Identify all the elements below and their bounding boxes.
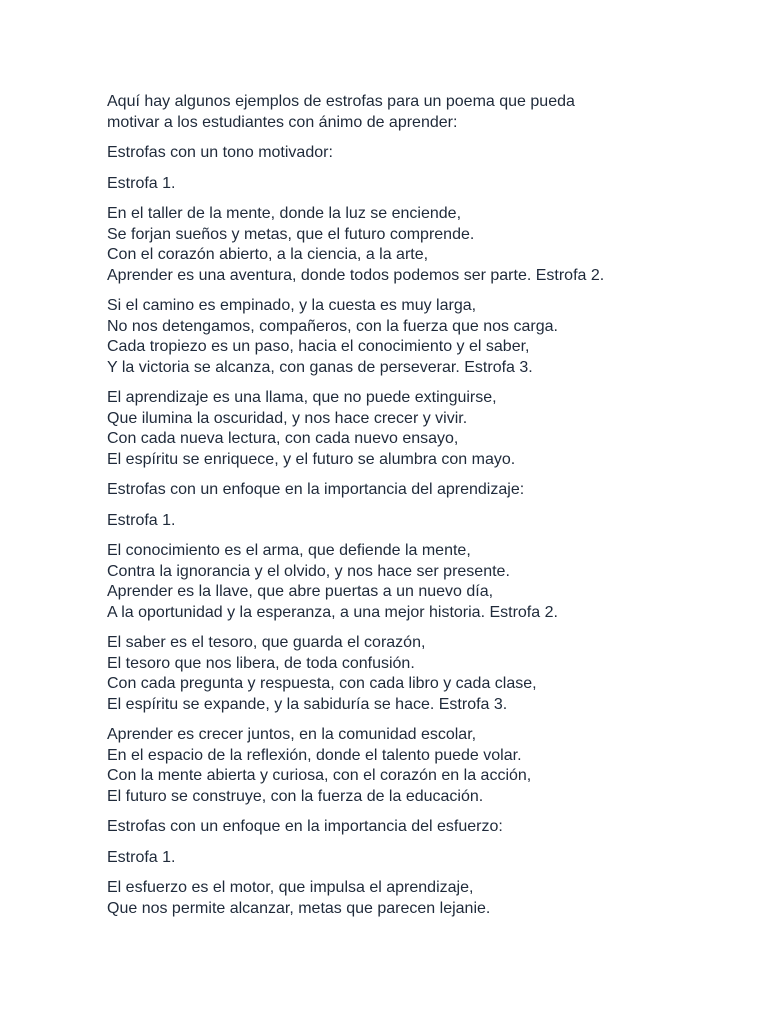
text-line: Aprender es crecer juntos, en la comunidad escolar, <box>107 726 477 743</box>
text-line: El espíritu se enriquece, y el futuro se alumbra con mayo. <box>107 450 516 468</box>
paragraph <box>107 817 707 838</box>
paragraph <box>107 633 707 715</box>
text-line: Con cada nueva lectura, con cada nuevo ensayo, <box>107 430 459 447</box>
text-line: El aprendizaje es una llama, que no puede extinguirse, <box>107 389 497 406</box>
text-line: Aquí hay algunos ejemplos de estrofas para un poema que pueda <box>107 93 575 110</box>
paragraph <box>107 204 707 286</box>
text-line: Estrofas con un enfoque en la importancia del aprendizaje: <box>107 481 525 498</box>
document-body <box>107 92 707 929</box>
paragraph <box>107 174 707 195</box>
text-line: Estrofa 1. <box>107 174 176 192</box>
text-line: Estrofa 1. <box>107 511 176 529</box>
text-line: El saber es el tesoro, que guarda el corazón, <box>107 634 426 651</box>
text-line: Aprender es una aventura, donde todos podemos ser parte. Estrofa 2. <box>107 266 605 284</box>
text-line: El esfuerzo es el motor, que impulsa el aprendizaje, <box>107 879 474 896</box>
text-line: En el espacio de la reflexión, donde el talento puede volar. <box>107 746 522 764</box>
paragraph <box>107 388 707 470</box>
paragraph <box>107 511 707 532</box>
paragraph <box>107 143 707 164</box>
text-line: Con la mente abierta y curiosa, con el corazón en la acción, <box>107 767 532 784</box>
text-line: Estrofas con un enfoque en la importancia del esfuerzo: <box>107 818 503 835</box>
text-line: Estrofa 1. <box>107 848 176 866</box>
text-line: En el taller de la mente, donde la luz se enciende, <box>107 205 462 222</box>
text-line: Que nos permite alcanzar, metas que parecen lejanie. <box>107 899 491 917</box>
paragraph <box>107 541 707 623</box>
text-line: El futuro se construye, con la fuerza de la educación. <box>107 787 484 805</box>
text-line: No nos detengamos, compañeros, con la fuerza que nos carga. <box>107 317 558 335</box>
text-line: Estrofas con un tono motivador: <box>107 144 333 161</box>
text-line: Con el corazón abierto, a la ciencia, a la arte, <box>107 246 429 263</box>
paragraph <box>107 92 707 133</box>
text-line: Se forjan sueños y metas, que el futuro comprende. <box>107 225 475 243</box>
text-line: Cada tropiezo es un paso, hacia el conocimiento y el saber, <box>107 338 530 355</box>
paragraph <box>107 296 707 378</box>
text-line: El espíritu se expande, y la sabiduría se hace. Estrofa 3. <box>107 695 508 713</box>
text-line: motivar a los estudiantes con ánimo de aprender: <box>107 113 458 131</box>
text-line: Y la victoria se alcanza, con ganas de perseverar. Estrofa 3. <box>107 358 533 376</box>
paragraph <box>107 878 707 919</box>
text-line: Con cada pregunta y respuesta, con cada libro y cada clase, <box>107 675 537 692</box>
text-line: A la oportunidad y la esperanza, a una mejor historia. Estrofa 2. <box>107 603 558 621</box>
text-line: Aprender es la llave, que abre puertas a un nuevo día, <box>107 583 494 600</box>
paragraph <box>107 480 707 501</box>
text-line: Que ilumina la oscuridad, y nos hace crecer y vivir. <box>107 409 468 427</box>
text-line: Si el camino es empinado, y la cuesta es muy larga, <box>107 297 477 314</box>
text-line: El tesoro que nos libera, de toda confusión. <box>107 654 415 672</box>
paragraph <box>107 725 707 807</box>
paragraph <box>107 848 707 869</box>
text-line: Contra la ignorancia y el olvido, y nos hace ser presente. <box>107 562 510 580</box>
text-line: El conocimiento es el arma, que defiende la mente, <box>107 542 471 559</box>
